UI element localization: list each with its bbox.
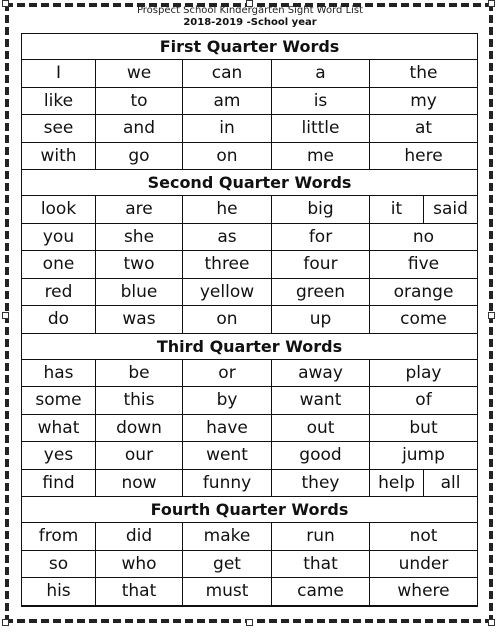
word-cell: in — [183, 115, 272, 142]
resize-handle-bottom-right[interactable] — [488, 619, 495, 626]
word-cell: but — [409, 417, 438, 438]
word-cell: went — [183, 442, 272, 469]
word-cell: was — [96, 306, 183, 333]
word-cell: green — [272, 279, 370, 306]
section-title: First Quarter Words — [22, 34, 477, 60]
word-cell: red — [22, 279, 96, 306]
word-row — [22, 251, 477, 279]
word-cell: by — [183, 387, 272, 414]
word-cell: this — [96, 387, 183, 414]
word-cell: like — [22, 88, 96, 115]
word-cell: you — [22, 224, 96, 251]
resize-handle-bottom-left[interactable] — [2, 619, 9, 626]
word-cell: must — [183, 578, 272, 605]
word-row — [22, 224, 477, 252]
word-cell: blue — [96, 279, 183, 306]
document-subtitle: Prospect School Kindergarten Sight Word List — [136, 5, 364, 16]
word-cell: for — [272, 224, 370, 251]
word-cell: our — [96, 442, 183, 469]
word-cell: see — [22, 115, 96, 142]
word-cell: four — [272, 251, 370, 278]
word-cell: he — [183, 196, 272, 223]
word-cell: find — [22, 470, 96, 497]
word-cell: has — [22, 360, 96, 387]
word-cell: down — [96, 415, 183, 442]
word-cell: five — [407, 254, 440, 275]
word-cell: look — [22, 196, 96, 223]
word-row — [22, 60, 477, 88]
word-cell: are — [96, 196, 183, 223]
word-cell: at — [414, 118, 433, 139]
word-cell: they — [272, 470, 370, 497]
document-header — [0, 5, 500, 29]
word-cell: orange — [393, 281, 454, 302]
word-cell: on — [183, 306, 272, 333]
word-row — [22, 360, 477, 388]
word-cell: big — [272, 196, 370, 223]
word-cell: me — [272, 143, 370, 170]
word-cell: to — [96, 88, 183, 115]
word-cell: do — [22, 306, 96, 333]
sight-word-table — [21, 33, 478, 607]
word-cell: and — [96, 115, 183, 142]
word-row — [22, 279, 477, 307]
word-cell: under — [398, 553, 449, 574]
word-cell: yes — [22, 442, 96, 469]
word-cell: jump — [402, 445, 445, 466]
word-cell: funny — [183, 470, 272, 497]
word-cell: did — [96, 523, 183, 550]
section-title: Fourth Quarter Words — [22, 497, 477, 523]
resize-handle-bottom-center[interactable] — [246, 619, 253, 626]
word-cell: on — [183, 143, 272, 170]
word-row — [22, 115, 477, 143]
word-row — [22, 88, 477, 116]
word-cell: go — [96, 143, 183, 170]
split-word-cell — [370, 470, 477, 497]
word-cell: play — [405, 362, 442, 383]
word-cell: up — [272, 306, 370, 333]
word-cell: the — [409, 63, 438, 84]
word-cell: am — [183, 88, 272, 115]
word-cell: away — [272, 360, 370, 387]
word-row — [22, 551, 477, 579]
word-cell: my — [410, 90, 437, 111]
word-cell: that — [272, 551, 370, 578]
word-row — [22, 387, 477, 415]
word-row — [22, 578, 477, 606]
word-cell: so — [22, 551, 96, 578]
word-cell: we — [96, 60, 183, 87]
word-cell: what — [22, 415, 96, 442]
word-row — [22, 523, 477, 551]
word-cell: I — [22, 60, 96, 87]
resize-handle-middle-right[interactable] — [488, 312, 495, 319]
word-cell: some — [22, 387, 96, 414]
word-cell: get — [183, 551, 272, 578]
word-cell: who — [96, 551, 183, 578]
word-cell: can — [183, 60, 272, 87]
word-cell: from — [22, 523, 96, 550]
word-cell: out — [272, 415, 370, 442]
word-cell: she — [96, 224, 183, 251]
word-cell: with — [22, 143, 96, 170]
word-cell: here — [404, 145, 443, 166]
word-cell: little — [272, 115, 370, 142]
section-title: Third Quarter Words — [22, 334, 477, 360]
word-row — [22, 415, 477, 443]
word-cell: yellow — [183, 279, 272, 306]
word-cell: no — [412, 226, 435, 247]
word-cell: not — [409, 526, 438, 547]
resize-handle-middle-left[interactable] — [2, 312, 9, 319]
word-cell: or — [183, 360, 272, 387]
word-cell: have — [183, 415, 272, 442]
word-cell: come — [400, 309, 447, 330]
word-cell: came — [272, 578, 370, 605]
word-cell: be — [96, 360, 183, 387]
word-cell: help — [370, 470, 424, 497]
word-cell: his — [22, 578, 96, 605]
word-row — [22, 196, 477, 224]
word-cell: make — [183, 523, 272, 550]
word-cell: good — [272, 442, 370, 469]
word-cell: said — [433, 199, 468, 220]
word-row — [22, 442, 477, 470]
word-cell: where — [397, 581, 450, 602]
school-year: 2018-2019 -School year — [183, 17, 317, 28]
word-row — [22, 470, 477, 498]
word-cell: two — [96, 251, 183, 278]
word-cell: now — [96, 470, 183, 497]
word-cell: all — [440, 472, 461, 493]
word-cell: run — [272, 523, 370, 550]
word-cell: want — [272, 387, 370, 414]
word-cell: that — [96, 578, 183, 605]
word-cell: it — [370, 196, 424, 223]
word-row — [22, 143, 477, 171]
word-cell: as — [183, 224, 272, 251]
word-cell: one — [22, 251, 96, 278]
section-title: Second Quarter Words — [22, 170, 477, 196]
word-cell: of — [415, 390, 432, 411]
word-cell: is — [272, 88, 370, 115]
word-row — [22, 306, 477, 334]
word-cell: a — [272, 60, 370, 87]
word-cell: three — [183, 251, 272, 278]
split-word-cell — [370, 196, 477, 223]
